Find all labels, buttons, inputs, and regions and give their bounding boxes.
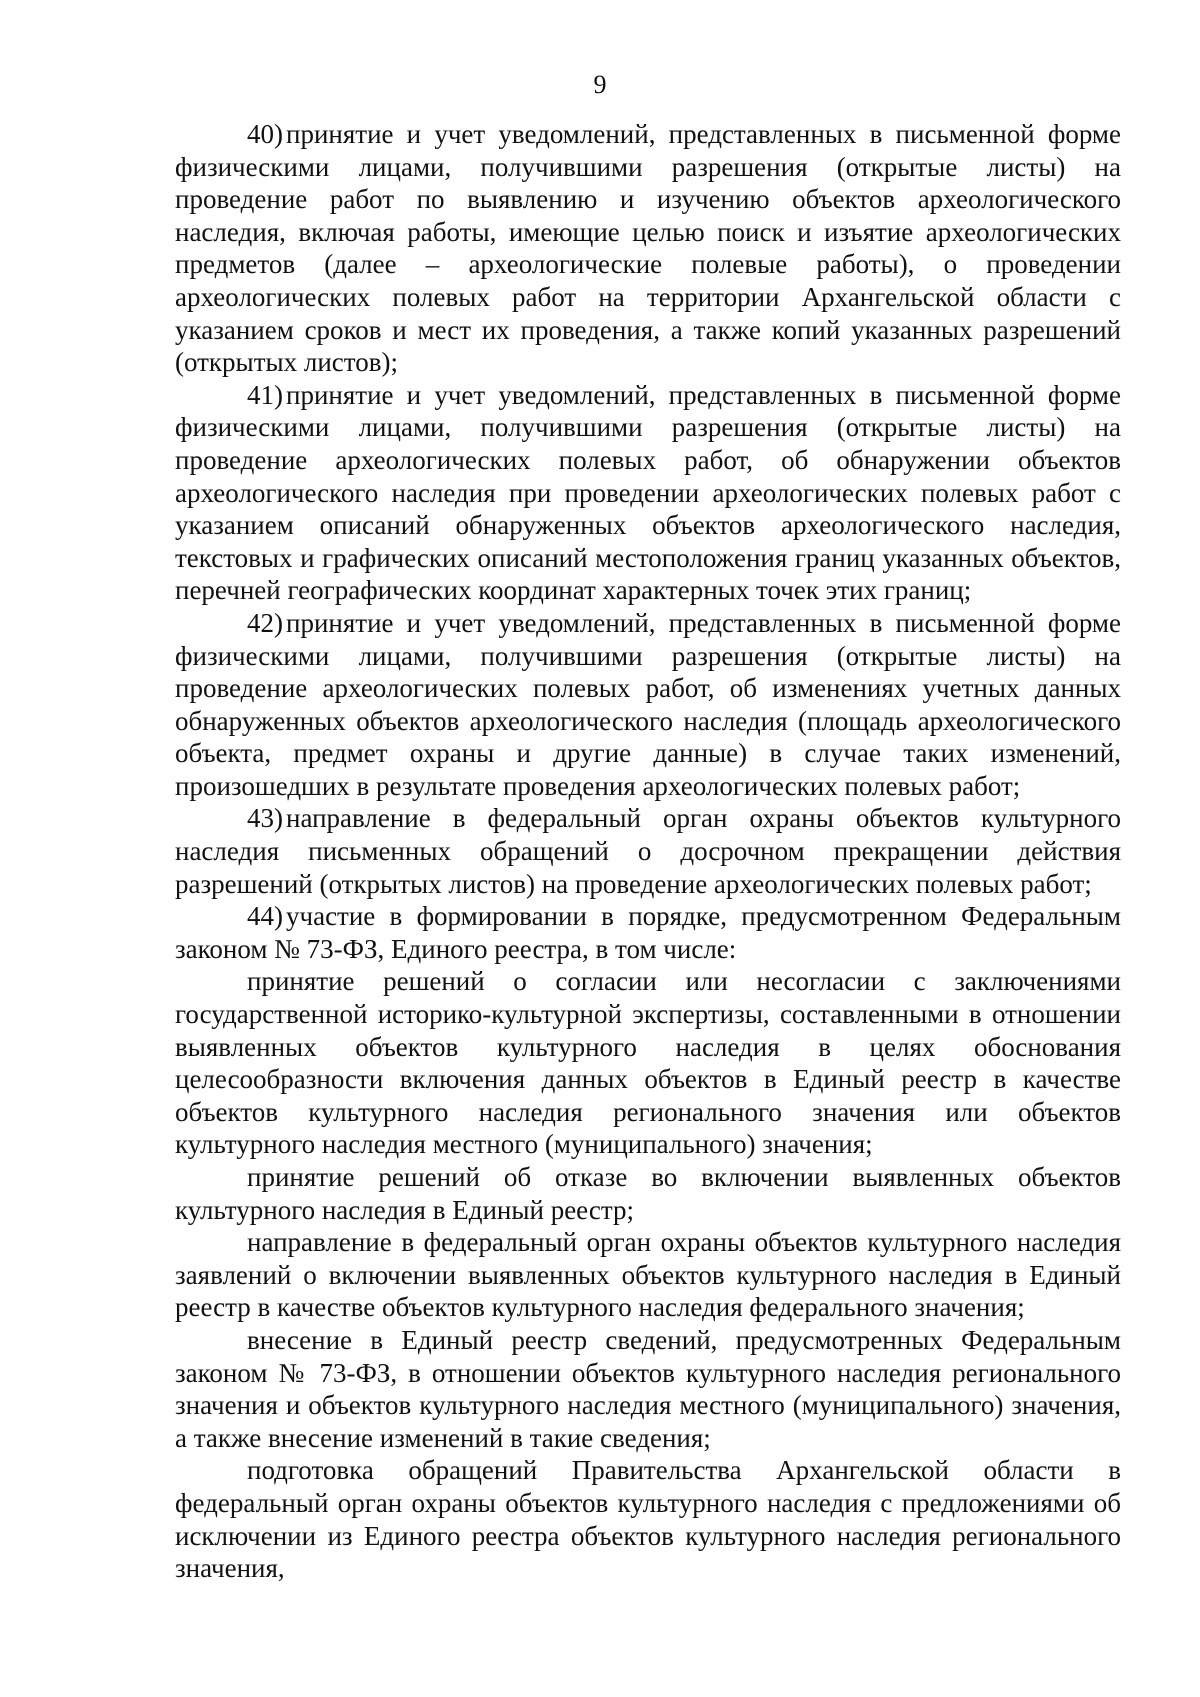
sub-item: внесение в Единый реестр сведений, предусмотренных Федеральным законом № 73-ФЗ, в отношении объектов культурного наследия регионального значения и объектов культурного наследия местного (муниципального) значения, а также внесение изменений в такие сведения;: [175, 1324, 1121, 1453]
item-text: участие в формировании в порядке, предусмотренном Федеральным законом № 73-ФЗ, Единого реестра, в том числе:: [175, 901, 1121, 964]
page-number: 9: [593, 70, 607, 99]
item-number: 42): [247, 607, 283, 638]
item-number: 41): [247, 379, 283, 410]
list-item-44: [175, 900, 1121, 965]
item-number: 44): [247, 901, 283, 932]
sub-item: принятие решений о согласии или несогласии с заключениями государственной историко-культурной экспертизы, составленными в отношении выявленных объектов культурного наследия в целях обоснования целесообразности включения данных объектов в Единый реестр в качестве объектов культурного наследия регионального значения или объектов культурного наследия местного (муниципального) значения;: [175, 966, 1121, 1160]
item-text: принятие и учет уведомлений, представленных в письменной форме физическими лицами, получившими разрешения (открытые листы) на проведение археологических полевых работ, об изменениях учетных данных обнаруженных объектов археологического наследия (площадь археологического объекта, предмет охраны и другие данные) в случае таких изменений, произошедших в результате проведения археологических полевых работ;: [175, 607, 1121, 801]
item-text: принятие и учет уведомлений, представленных в письменной форме физическими лицами, получившими разрешения (открытые листы) на проведение работ по выявлению и изучению объектов археологического наследия, включая работы, имеющие целью поиск и изъятие археологических предметов (далее – археологические полевые работы), о проведении археологических полевых работ на территории Архангельской области с указанием сроков и мест их проведения, а также копий указанных разрешений (открытых листов);: [175, 119, 1121, 378]
sub-item: принятие решений об отказе во включении выявленных объектов культурного наследия в Единый реестр;: [175, 1162, 1121, 1225]
item-number: 40): [247, 119, 283, 149]
list-item-42: [175, 607, 1121, 803]
document-body: [175, 118, 1121, 1585]
item-text: направление в федеральный орган охраны объектов культурного наследия письменных обращений о досрочном прекращении действия разрешений (открытых листов) на проведение археологических полевых работ;: [175, 803, 1121, 899]
list-item-43: [175, 802, 1121, 900]
list-item-41: [175, 379, 1121, 607]
sub-item: подготовка обращений Правительства Архангельской области в федеральный орган охраны объектов культурного наследия с предложениями об исключении из Единого реестра объектов культурного наследия регионального значения,: [175, 1455, 1121, 1584]
item-text: принятие и учет уведомлений, представленных в письменной форме физическими лицами, получившими разрешения (открытые листы) на проведение археологических полевых работ, об обнаружении объектов археологического наследия при проведении археологических полевых работ с указанием описаний обнаруженных объектов археологического наследия, текстовых и графических описаний местоположения границ указанных объектов, перечней географических координат характерных точек этих границ;: [175, 379, 1121, 606]
item-number: 43): [247, 803, 283, 834]
list-item-40: [175, 118, 1121, 379]
sub-item: направление в федеральный орган охраны объектов культурного наследия заявлений о включении выявленных объектов культурного наследия в Единый реестр в качестве объектов культурного наследия федерального значения;: [175, 1227, 1121, 1323]
